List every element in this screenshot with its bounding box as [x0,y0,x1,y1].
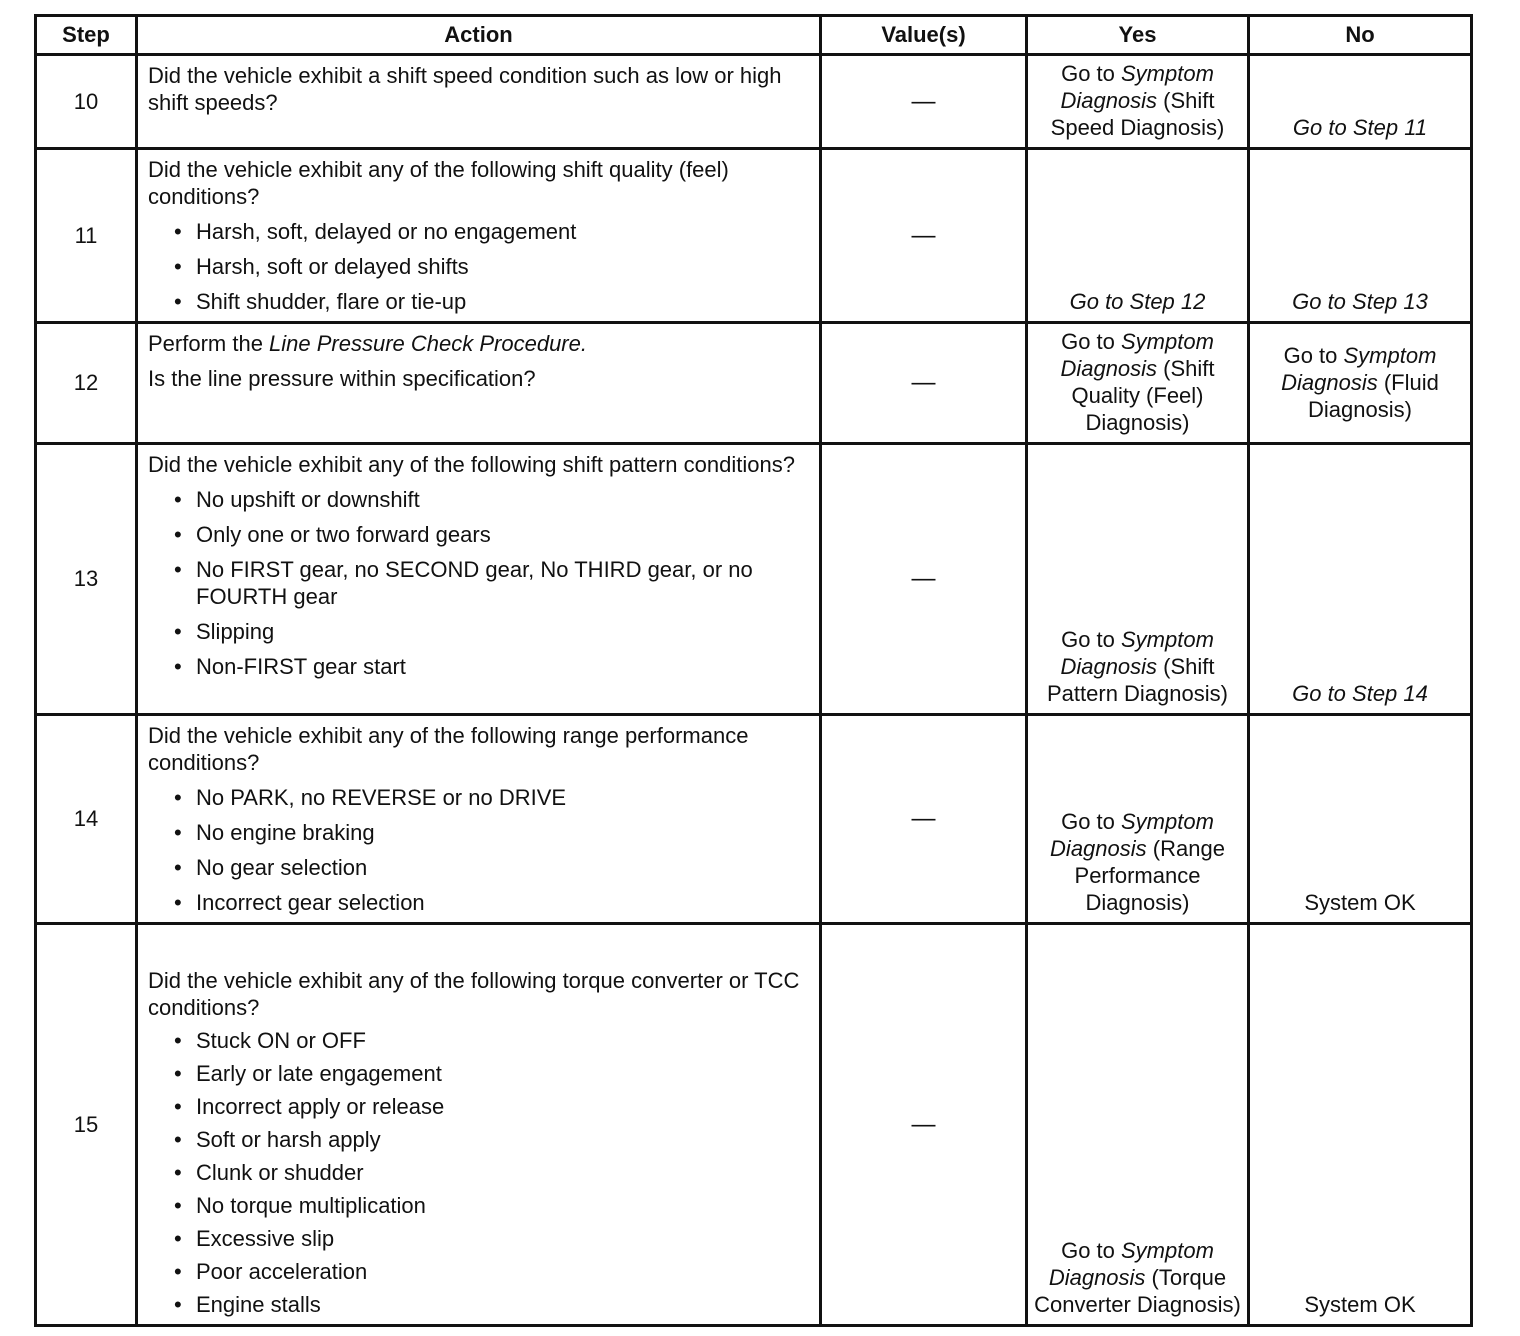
header-no: No [1249,16,1472,55]
step-number: 11 [36,149,137,323]
no-cell [1249,323,1472,444]
value-cell: — [821,149,1027,323]
instruction-procedure: Line Pressure Check Procedure. [269,331,587,356]
yes-pre: Go to [1061,329,1121,354]
no-emphasis: Go to Step 14 [1292,681,1428,706]
action-cell [137,323,821,444]
yes-emphasis: Symptom Diagnosis [1050,809,1214,861]
no-cell: System OK [1249,924,1472,1326]
table-row [36,149,1472,323]
list-item: • Incorrect gear selection [172,889,811,916]
no-emphasis: Symptom Diagnosis [1281,342,1437,395]
list-item: • No PARK, no REVERSE or no DRIVE [172,784,811,811]
action-cell [137,715,821,924]
condition-list [148,486,811,680]
no-cell [1249,444,1472,715]
action-question: Did the vehicle exhibit any of the following shift quality (feel) conditions? [148,157,729,209]
cell-spacer [148,931,811,967]
step-number: 12 [36,323,137,444]
yes-pre: Go to [1061,61,1121,86]
diagnostic-table [34,14,1473,1327]
condition-list [148,784,811,916]
list-item: • Shift shudder, flare or tie-up [172,288,811,315]
no-emphasis: Go to Step 13 [1292,289,1428,314]
value-cell: — [821,323,1027,444]
action-cell [137,444,821,715]
step-number: 13 [36,444,137,715]
list-item: • No engine braking [172,819,811,846]
action-question: Did the vehicle exhibit a shift speed condition such as low or high shift speeds? [148,63,782,115]
header-value: Value(s) [821,16,1027,55]
list-item: • Early or late engagement [172,1060,811,1087]
yes-post: (Range Performance Diagnosis) [1074,836,1225,915]
no-cell [1249,149,1472,323]
yes-cell [1027,444,1249,715]
list-item: • No torque multiplication [172,1192,811,1219]
list-item: • Stuck ON or OFF [172,1027,811,1054]
yes-cell [1027,323,1249,444]
yes-emphasis: Go to Step 12 [1069,289,1206,314]
list-item: • No gear selection [172,854,811,881]
table-row [36,715,1472,924]
value-cell: — [821,55,1027,149]
yes-cell [1027,149,1249,323]
condition-list [148,1027,811,1318]
step-number: 10 [36,55,137,149]
step-number: 14 [36,715,137,924]
header-row [36,16,1472,55]
condition-list [148,218,811,315]
yes-cell [1027,924,1249,1326]
list-item: • No FIRST gear, no SECOND gear, No THIRD gear, or no FOURTH gear [172,556,811,610]
list-item: • Harsh, soft, delayed or no engagement [172,218,811,245]
no-cell [1249,55,1472,149]
yes-emphasis: Symptom Diagnosis [1060,627,1214,679]
yes-post: (Shift Quality (Feel) Diagnosis) [1071,356,1215,435]
list-item: • Poor acceleration [172,1258,811,1285]
yes-post: (Shift Pattern Diagnosis) [1047,654,1228,706]
list-item: • No upshift or downshift [172,486,811,513]
list-item: • Soft or harsh apply [172,1126,811,1153]
yes-pre: Go to [1061,1238,1121,1263]
yes-cell [1027,715,1249,924]
no-pre: Go to [1283,342,1344,368]
table-row [36,924,1472,1326]
header-yes: Yes [1027,16,1249,55]
yes-emphasis: Symptom Diagnosis [1060,329,1214,381]
action-instruction [148,330,811,357]
action-question: Did the vehicle exhibit any of the following shift pattern conditions? [148,452,795,477]
value-cell: — [821,924,1027,1326]
table-row [36,444,1472,715]
action-question: Did the vehicle exhibit any of the following torque converter or TCC conditions? [148,968,800,1020]
list-item: • Harsh, soft or delayed shifts [172,253,811,280]
yes-emphasis: Symptom Diagnosis [1060,61,1214,113]
yes-post: (Shift Speed Diagnosis) [1050,88,1225,140]
yes-post: (Torque Converter Diagnosis) [1034,1265,1241,1317]
table-row [36,55,1472,149]
value-cell: — [821,444,1027,715]
action-cell [137,149,821,323]
list-item: • Engine stalls [172,1291,811,1318]
yes-cell [1027,55,1249,149]
list-item: • Only one or two forward gears [172,521,811,548]
list-item: • Excessive slip [172,1225,811,1252]
table-row [36,323,1472,444]
no-emphasis: Go to Step 11 [1292,115,1428,140]
list-item: • Non-FIRST gear start [172,653,811,680]
yes-emphasis: Symptom Diagnosis [1048,1238,1214,1290]
list-item: • Incorrect apply or release [172,1093,811,1120]
list-item: • Clunk or shudder [172,1159,811,1186]
header-step: Step [36,16,137,55]
value-cell: — [821,715,1027,924]
action-cell [137,924,821,1326]
yes-pre: Go to [1061,627,1121,652]
action-question: Did the vehicle exhibit any of the following range performance conditions? [148,723,749,775]
header-action: Action [137,16,821,55]
no-cell: System OK [1249,715,1472,924]
action-cell [137,55,821,149]
step-number: 15 [36,924,137,1326]
instruction-pre: Perform the [148,331,270,356]
list-item: • Slipping [172,618,811,645]
action-question: Is the line pressure within specification? [148,366,536,391]
no-post: (Fluid Diagnosis) [1308,369,1439,422]
yes-pre: Go to [1061,809,1121,834]
